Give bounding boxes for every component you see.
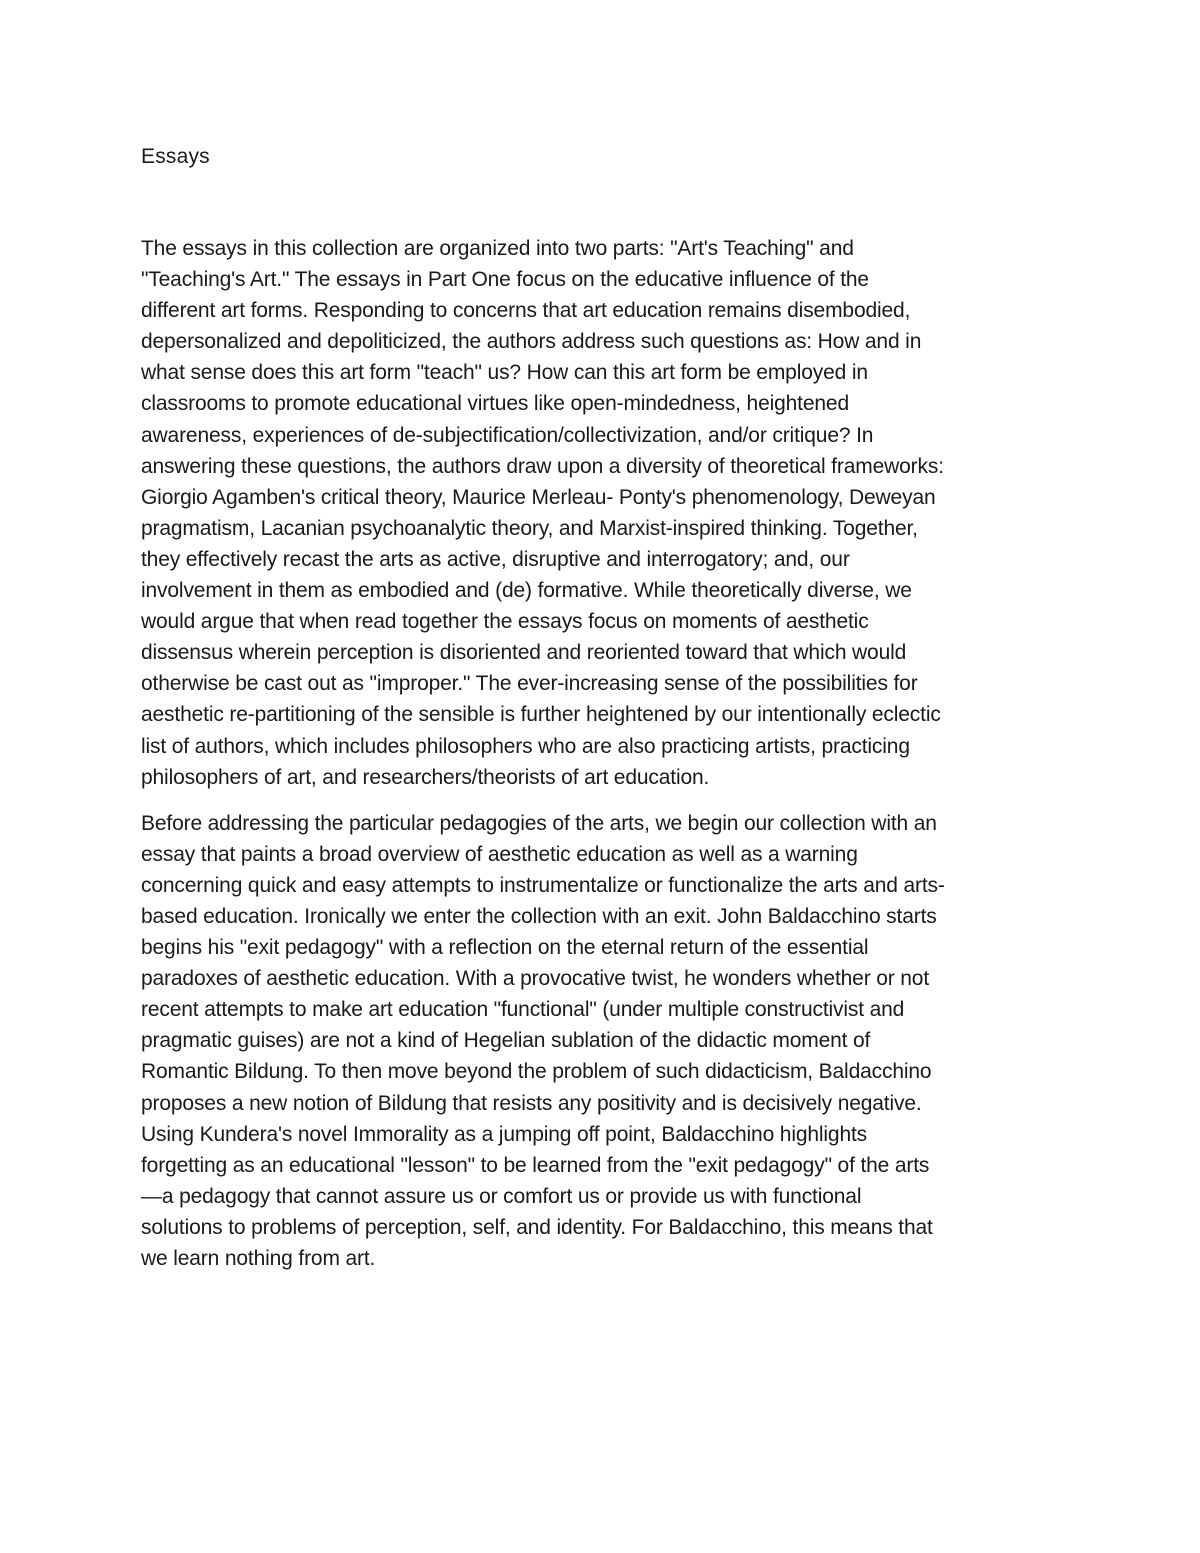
- text-line: answering these questions, the authors draw upon a diversity of theoretical frameworks:: [141, 454, 944, 478]
- text-line: what sense does this art form "teach" us? How can this art form be employed in: [141, 361, 868, 385]
- document-body: [141, 233, 1066, 1274]
- text-line: classrooms to promote educational virtues like open-mindedness, heightened: [141, 392, 849, 416]
- text-line: recent attempts to make art education "functional" (under multiple constructivist and: [141, 998, 905, 1022]
- paragraph-1: [141, 233, 1066, 793]
- text-line: would argue that when read together the essays focus on moments of aesthetic: [141, 610, 869, 634]
- text-line: Romantic Bildung. To then move beyond the problem of such didacticism, Baldacchino: [141, 1060, 932, 1084]
- text-line: list of authors, which includes philosophers who are also practicing artists, practicing: [141, 734, 910, 758]
- text-line: essay that paints a broad overview of aesthetic education as well as a warning: [141, 842, 858, 866]
- text-line: proposes a new notion of Bildung that resists any positivity and is decisively negative.: [141, 1091, 922, 1115]
- text-line: aesthetic re-partitioning of the sensible is further heightened by our intentionally eclectic: [141, 703, 941, 727]
- paragraph-2: [141, 808, 1066, 1274]
- text-line: depersonalized and depoliticized, the authors address such questions as: How and in: [141, 330, 922, 354]
- text-line: we learn nothing from art.: [141, 1247, 376, 1270]
- text-line: pragmatic guises) are not a kind of Hegelian sublation of the didactic moment of: [141, 1029, 871, 1053]
- text-line: they effectively recast the arts as active, disruptive and interrogatory; and, our: [141, 547, 850, 571]
- text-line: Giorgio Agamben's critical theory, Maurice Merleau- Ponty's phenomenology, Deweyan: [141, 485, 936, 509]
- text-line: forgetting as an educational "lesson" to be learned from the "exit pedagogy" of the arts: [141, 1153, 930, 1177]
- text-line: involvement in them as embodied and (de) formative. While theoretically diverse, we: [141, 579, 912, 603]
- document-title: Essays: [141, 145, 210, 168]
- text-line: based education. Ironically we enter the collection with an exit. John Baldacchino starts: [141, 904, 937, 928]
- text-line: Using Kundera's novel Immorality as a jumping off point, Baldacchino highlights: [141, 1122, 868, 1146]
- text-line: begins his "exit pedagogy" with a reflection on the eternal return of the essential: [141, 936, 869, 960]
- text-line: "Teaching's Art." The essays in Part One focus on the educative influence of the: [141, 268, 869, 292]
- text-line: paradoxes of aesthetic education. With a provocative twist, he wonders whether or not: [141, 967, 930, 991]
- text-line: solutions to problems of perception, self, and identity. For Baldacchino, this means that: [141, 1215, 933, 1239]
- text-line: different art forms. Responding to concerns that art education remains disembodied,: [141, 299, 911, 323]
- text-line: dissensus wherein perception is disoriented and reoriented toward that which would: [141, 641, 907, 665]
- text-line: philosophers of art, and researchers/theorists of art education.: [141, 765, 710, 789]
- text-line: The essays in this collection are organized into two parts: "Art's Teaching" and: [141, 237, 854, 260]
- text-line: Before addressing the particular pedagogies of the arts, we begin our collection with an: [141, 811, 937, 835]
- text-line: otherwise be cast out as "improper." The ever-increasing sense of the possibilities for: [141, 672, 918, 696]
- text-line: concerning quick and easy attempts to instrumentalize or functionalize the arts and arts-: [141, 873, 945, 897]
- text-line: pragmatism, Lacanian psychoanalytic theory, and Marxist-inspired thinking. Together,: [141, 516, 918, 540]
- text-line: —a pedagogy that cannot assure us or comfort us or provide us with functional: [141, 1184, 862, 1208]
- text-line: awareness, experiences of de-subjectification/collectivization, and/or critique? In: [141, 423, 874, 447]
